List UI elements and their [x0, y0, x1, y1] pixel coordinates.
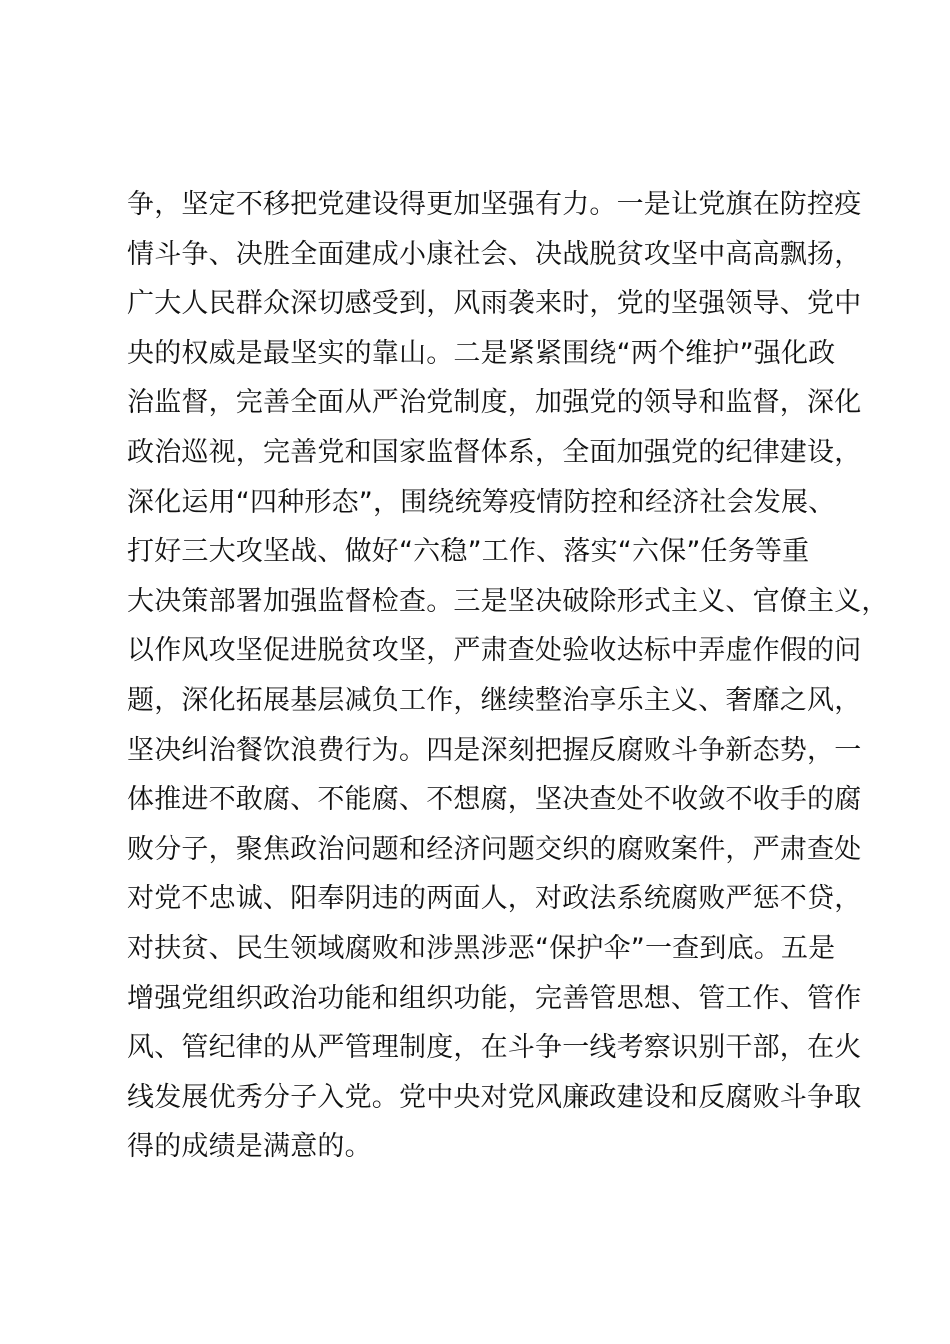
text-line: 大决策部署加强监督检查。三是坚决破除形式主义、官僚主义，	[127, 585, 889, 617]
body-paragraph	[127, 180, 889, 1172]
text-line: 败分子，聚焦政治问题和经济问题交织的腐败案件，严肃查处	[127, 833, 862, 865]
text-line: 坚决纠治餐饮浪费行为。四是深刻把握反腐败斗争新态势，一	[127, 734, 862, 766]
text-line: 政治巡视，完善党和国家监督体系，全面加强党的纪律建设，	[127, 436, 862, 468]
text-line: 打好三大攻坚战、做好“六稳”工作、落实“六保”任务等重	[127, 536, 810, 568]
text-line: 广大人民群众深切感受到，风雨袭来时，党的坚强领导、党中	[127, 288, 862, 320]
text-line: 体推进不敢腐、不能腐、不想腐，坚决查处不收敛不收手的腐	[127, 784, 862, 816]
text-line: 对党不忠诚、阳奉阴违的两面人，对政法系统腐败严惩不贷，	[127, 883, 862, 915]
text-line: 以作风攻坚促进脱贫攻坚，严肃查处验收达标中弄虚作假的问	[127, 635, 862, 667]
text-line: 题，深化拓展基层减负工作，继续整治享乐主义、奢靡之风，	[127, 684, 862, 716]
text-line: 争，坚定不移把党建设得更加坚强有力。一是让党旗在防控疫	[127, 189, 862, 220]
text-line: 深化运用“四种形态”，围绕统筹疫情防控和经济社会发展、	[127, 486, 836, 518]
text-line: 得的成绩是满意的。	[127, 1131, 372, 1163]
text-line: 线发展优秀分子入党。党中央对党风廉政建设和反腐败斗争取	[127, 1081, 862, 1113]
text-line: 治监督，完善全面从严治党制度，加强党的领导和监督，深化	[127, 387, 862, 419]
text-line: 对扶贫、民生领域腐败和涉黑涉恶“保护伞”一查到底。五是	[127, 932, 836, 964]
text-line: 风、管纪律的从严管理制度，在斗争一线考察识别干部，在火	[127, 1032, 862, 1064]
text-line: 央的权威是最坚实的靠山。二是紧紧围绕“两个维护”强化政	[127, 337, 836, 369]
text-line: 增强党组织政治功能和组织功能，完善管思想、管工作、管作	[127, 982, 862, 1014]
text-line: 情斗争、决胜全面建成小康社会、决战脱贫攻坚中高高飘扬，	[127, 238, 862, 270]
